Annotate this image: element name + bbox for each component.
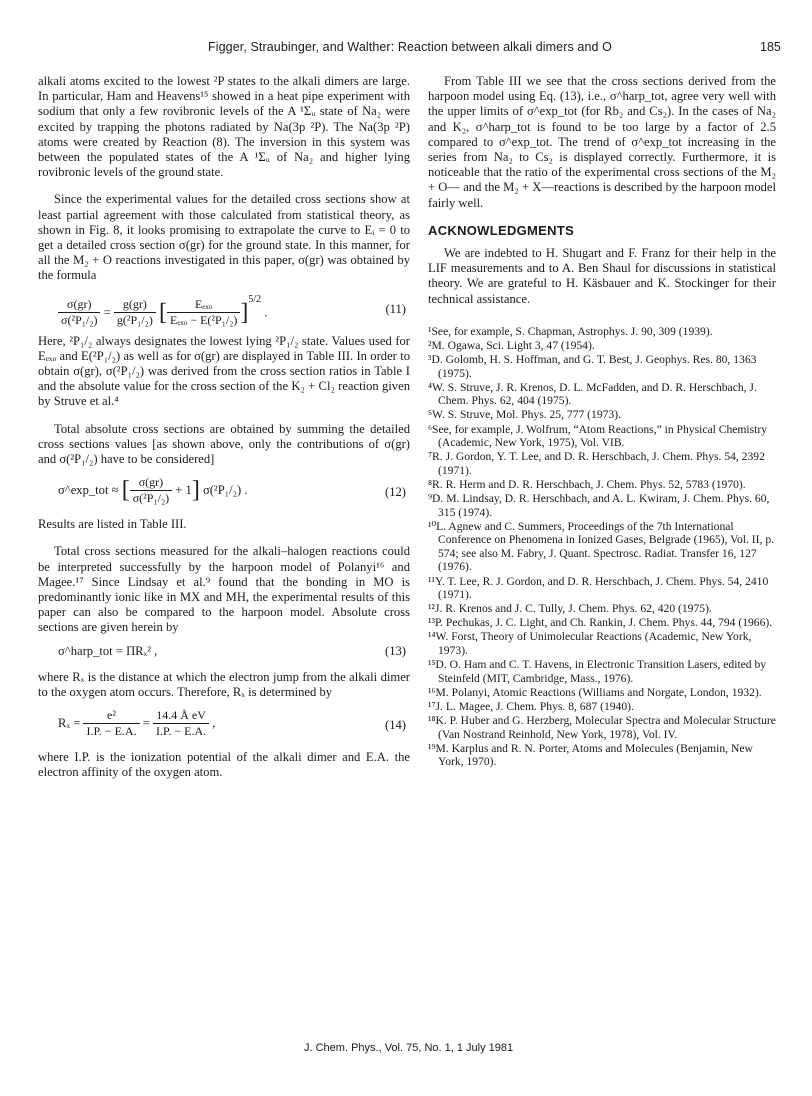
eq14-equals: = [142,716,150,731]
references-list [428,325,776,769]
eq12-den: σ(²P₁/₂) [132,491,170,506]
reference-item: ⁹D. M. Lindsay, D. R. Herschbach, and A. L. Kwiram, J. Chem. Phys. 60, 315 (1974). [428,491,770,519]
paragraph: Results are listed in Table III. [38,517,187,532]
reference-item: ¹⁸K. P. Huber and G. Herzberg, Molecular Spectra and Molecular Structure (Van Nostrand Reinhold, New York, 1978), Vol. IV. [428,713,776,741]
equation-number: (13) [385,643,406,658]
eq14-den2: I.P. − E.A. [156,724,207,739]
equation-13 [38,642,410,664]
left-column [38,74,410,781]
reference-item: ¹See, for example, S. Chapman, Astrophys. J. 90, 309 (1939). [428,324,713,338]
paragraph: From Table III we see that the cross sections derived from the harpoon model using Eq. (13), i.e., σ^harp_tot, agree very well with the upper limits of σ^exp_tot (for Rb₂ and Cs₂). In the cases of Na₂ and K₂, σ^harp_tot is found to be too large by a factor of 2.5 compared to σ^exp_tot. The trend of σ^exp_tot increasing in the series from Na₂ to Cs₂ is displayed correctly. Furthermore, it is noticeable that the ratio of the experimental cross sections of the M₂ + O— and the M₂ + X—reactions is described by the harpoon model fairly well. [428,74,776,210]
eq11-br-den: Eₑₓₒ − E(²P₁/₂) [169,313,238,328]
acknowledgments-text: We are indebted to H. Shugart and F. Franz for their help in the LIF measurements and to A. Ben Shaul for discussions in statistical theory. We are grateful to H. Käsbauer and K. Stockinger for their technical assistance. [428,246,776,306]
eq12-tail: σ(²P₁/₂) . [203,483,248,498]
reference-item: ⁶See, for example, J. Wolfrum, “Atom Reactions,” in Physical Chemistry (Academic, New York, 1975), Vol. VIB. [428,422,768,450]
reference-item: ⁵W. S. Struve, Mol. Phys. 25, 777 (1973). [428,408,621,422]
reference-item: ¹⁴W. Forst, Theory of Unimolecular Reactions (Academic, New York, 1973). [428,630,752,657]
eq14-lhs: Rₓ = [58,716,81,731]
page-number: 185 [760,40,781,54]
paragraph: alkali atoms excited to the lowest ²P states to the alkali dimers are large. In particular, Ham and Heavens¹⁵ showed in a heat pipe experiment with sodium that only a few rovibronic levels of the A ¹Σᵤ state of Na₂ were excited by trapping the photons radiated by Na(3p ²P). The Na(3p ²P) atoms were created by Reaction (8). The inversion in this system was between the populated states of the A ¹Σᵤ of Na₂ and higher lying rovibronic levels of the ground state. [38,74,410,180]
reference-item: ¹⁷J. L. Magee, J. Chem. Phys. 8, 687 (1940). [428,699,634,713]
eq12-rest: + 1 [175,483,192,498]
reference-item: ¹⁹M. Karplus and R. N. Porter, Atoms and Molecules (Benjamin, New York, 1970). [428,741,753,769]
reference-item: ¹⁵D. O. Ham and C. T. Havens, in Electronic Transition Lasers, edited by Steinfeld (MIT, Cambridge, Mass., 1976). [428,658,767,685]
equation-11: $\frac{\sigma(gr)}{\text{σ(²P₁/₂)}}$ = $\frac{g(gr)}{\text{g(²P₁/₂)}}$ [ $\frac{\text{Eₑₓₒ}}{\text{Eₑₓₒ − E(²P₁/₂)}}$ ]$^{5/2}$ . (11) [38,290,410,330]
paragraph: where I.P. is the ionization potential of the alkali dimer and E.A. the electron affinity of the oxygen atom. [38,750,410,780]
reference-item: ¹³P. Pechukas, J. C. Light, and Ch. Rankin, J. Chem. Phys. 44, 794 (1966). [428,616,773,630]
eq13-body: σ^harp_tot = ΠRₓ² , [58,643,158,658]
reference-item: ³D. Golomb, H. S. Hoffman, and G. T. Best, J. Geophys. Res. 80, 1363 (1975). [428,353,757,380]
journal-footer: J. Chem. Phys., Vol. 75, No. 1, 1 July 1981 [304,1042,514,1054]
eq11-lhs-num: σ(gr) [58,297,100,313]
reference-item: ²M. Ogawa, Sci. Light 3, 47 (1954). [428,338,595,352]
eq11-lhs-den: σ(²P₁/₂) [61,313,98,328]
eq14-num1: e² [83,708,139,724]
reference-item: ⁷R. J. Gordon, Y. T. Lee, and D. R. Herschbach, J. Chem. Phys. 54, 2392 (1971). [428,450,765,477]
eq11-mid-den: g(²P₁/₂) [116,313,153,328]
eq12-lhs: σ^exp_tot ≈ [58,483,119,498]
eq11-br-num: Eₑₓₒ [167,297,240,313]
paragraph: where Rₓ is the distance at which the electron jump from the alkali dimer to the oxygen atom occurs. Therefore, Rₓ is determined by [38,669,410,699]
eq14-num2: 14.4 Å eV [153,708,209,724]
paragraph: Total absolute cross sections are obtained by summing the detailed cross sections values [as shown above, only the contributions of σ(gr) and σ(²P₁/₂) have to be considered] [38,421,410,467]
eq12-num: σ(gr) [130,475,172,491]
paragraph: Since the experimental values for the detailed cross sections show at least partial agreement with those calculated from statistical theory, as shown in Fig. 8, it looks promising to extrapolate the curve to Eᵢ = 0 to get a detailed cross section σ(gr) for the ground state. In this manner, for all the M₂ + O reactions investigated in this paper, σ(gr) was obtained by the formula [38,192,410,283]
reference-item: ¹²J. R. Krenos and J. C. Tully, J. Chem. Phys. 62, 420 (1975). [428,602,712,616]
paragraph: Total cross sections measured for the alkali–halogen reactions could be interpreted successfully by the harpoon model of Polanyi¹⁶ and Magee.¹⁷ Since Lindsay et al.⁹ found that the bonding in MO is predominantly ionic like in MX and MH, the experimental results of this paper can also be compared to the harpoon model. Absolute cross sections are given herein by [38,544,410,635]
equation-12: σ^exp_tot ≈ [ $\frac{\sigma(gr)}{\text{σ(²P₁/₂)}}$ + 1] σ(²P₁/₂) . (12) [58,475,406,506]
eq14-den1: I.P. − E.A. [86,724,137,739]
reference-item: ⁴W. S. Struve, J. R. Krenos, D. L. McFadden, and D. R. Herschbach, J. Chem. Phys. 62, 404 (1975). [428,380,757,408]
reference-item: ⁸R. R. Herm and D. R. Herschbach, J. Chem. Phys. 52, 5783 (1970). [428,477,746,491]
paragraph: Here, ²P₁/₂ always designates the lowest lying ²P₁/₂ state. Values used for Eₑₓₒ and E(²P₁/₂) as well as for σ(gr) are displayed in Table III. In order to obtain σ(gr), σ(²P₁/₂) was derived from the cross section ratios in Table I and the absolute value for the cross section of the K₂ + Cl₂ reaction given by Struve et al.⁴ [38,333,410,409]
equation-14 [38,706,410,746]
right-column [428,74,776,769]
section-heading: ACKNOWLEDGMENTS [428,222,575,238]
eq14-comma: , [212,716,216,731]
running-header: Figger, Straubinger, and Walther: Reaction between alkali dimers and O [208,40,612,54]
eq11-exponent: 5/2 [248,293,262,305]
eq11-mid-num: g(gr) [114,297,156,313]
equation-number: (11) [385,301,406,316]
reference-item: ¹⁰L. Agnew and C. Summers, Proceedings of the 7th International Conference on Phenomena in Ionized Gases, Belgrade (1965), Vol. II, p. 574; see also M. Fabry, J. Quant. Spectrosc. Radiat. Transfer 16, 127 (1976). [428,519,775,574]
equation-number: (12) [385,485,406,500]
reference-item: ¹⁶M. Polanyi, Atomic Reactions (Williams and Norgate, London, 1932). [428,685,762,699]
reference-item: ¹¹Y. T. Lee, R. J. Gordon, and D. R. Herschbach, J. Chem. Phys. 54, 2410 (1971). [428,574,769,602]
equation-number: (14) [385,718,406,733]
